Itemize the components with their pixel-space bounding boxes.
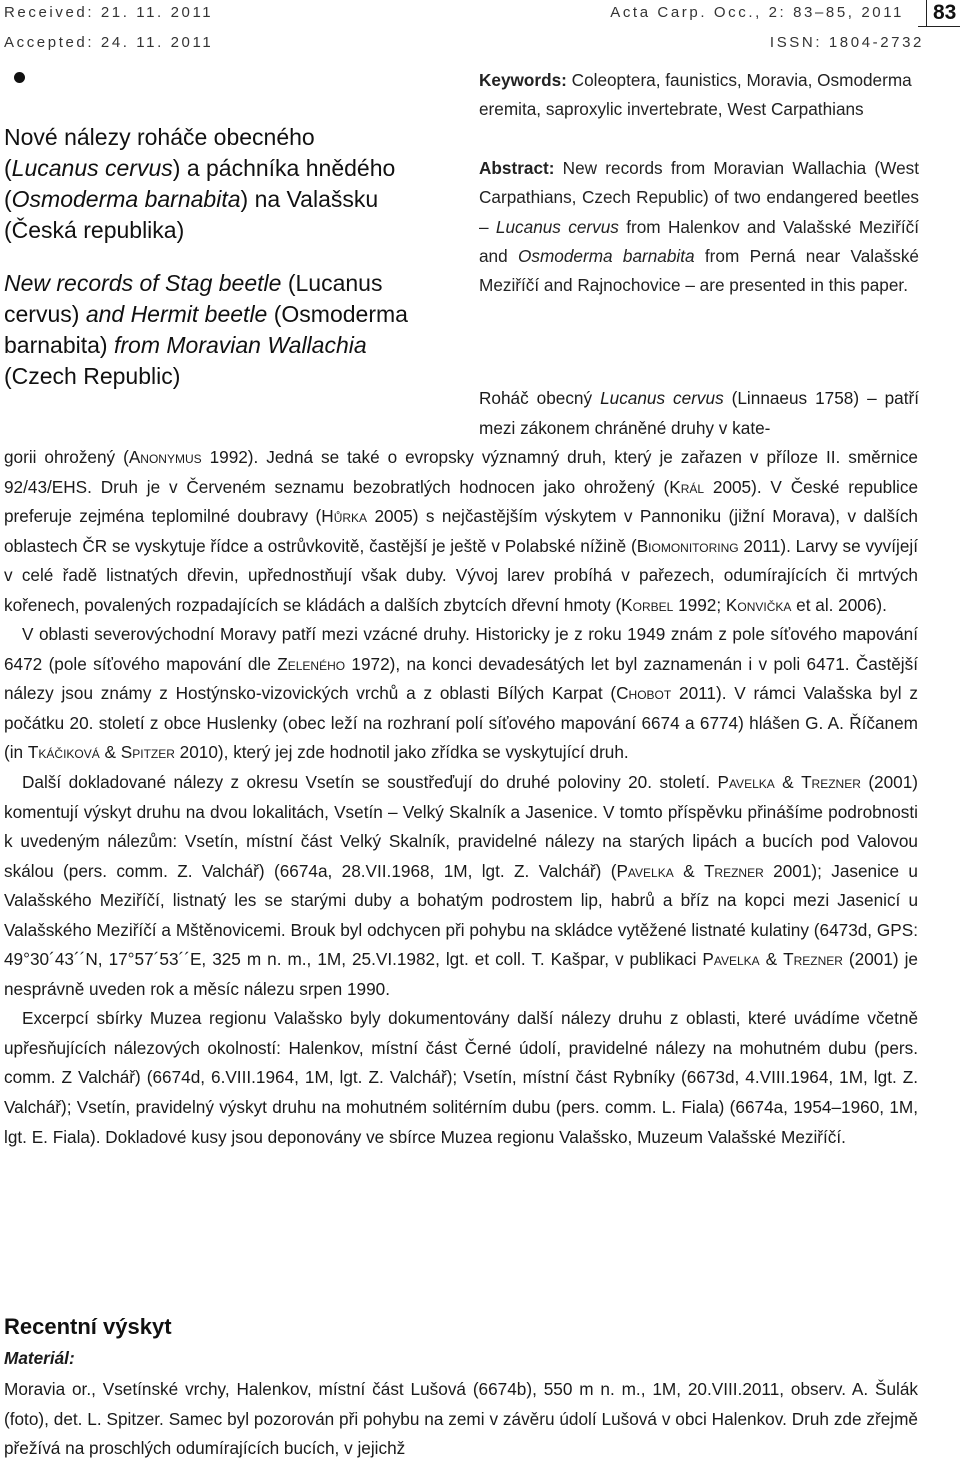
paragraph: gorii ohrožený (Anonymus 1992). Jedná se také o evropsky významný druh, který je zařazen v příloze II. směrnice 92/43/EHS. Druh je v Červeném seznamu bezobratlých hodnocen jako ohrožený (Král 2005). V České republice preferuje zejména teplomilné doubravy (Hůrka 2005) s nejčastějším výskytem v Pannoniku (jižní Morava), v dalších oblastech ČR se vyskytuje řídce a ostrůvkovitě, častější je ještě v Polabské nížině (Biomonitoring 2011). Larvy se vyvíjejí v celé řadě listnatých dřevin, upřednostňují však duby. Vývoj larev probíhá v pařezech, odumírajících či mrtvých kořenech, povalených rozpadajících se kládách a dalších zbytcích dřevní hmoty (Korbel 1992; Konvička et al. 2006). <box>4 447 918 615</box>
title-cz-line1: Nové nálezy roháče obecného <box>4 124 315 150</box>
title-cz-line4: (Česká republika) <box>4 217 185 243</box>
body-text <box>4 443 918 1152</box>
issn: ISSN: 1804-2732 <box>769 34 924 51</box>
abstract: Abstract: New records from Moravian Wallachia (West Carpathians, Czech Republic) of two endangered beetles – Lucanus cervus from Halenkov and Valašské Meziříčí and Osmoderma barnabita from Perná near Valašské Meziříčí and Rajnochovice – are presented in this paper. <box>479 158 919 296</box>
bullet-icon <box>14 72 25 83</box>
title-cz-species2: Osmoderma barnabita <box>11 186 241 212</box>
paragraph: Excerpcí sbírky Muzea regionu Valašsko byly dokumentovány další nálezy druhu z oblasti, které uvádíme včetně upřesňujících nálezových okolností: Halenkov, místní část Černé údolí, pravidelné nálezy na mohutném dubu (pers. comm. Z Valchář) (6674d, 6.VIII.1964, 1M, lgt. Z. Valchář); Vsetín, místní část Rybníky (6673d, 4.VIII.1964, 1M, lgt. Z. Valchář); Vsetín, pravidelný výskyt druhu na mohutném solitérním dubu (pers. comm. L. Fiala) (6674a, 1954–1960, 1M, lgt. E. Fiala). Dokladové kusy jsou deponovány ve sbírce Muzea regionu Valašsko, Muzeum Valašské Meziříčí. <box>4 1008 918 1147</box>
paragraph: Další dokladované nálezy z okresu Vsetín se soustřeďují do druhé poloviny 20. století. Pavelka & Trezner (2001) komentují výskyt druhu na dvou lokalitách, Vsetín – Velký Skalník a Jasenice. V tomto příspěvku přinášíme podrobnosti k uvedeným nálezům: Vsetín, místní část Velký Skalník, pravidelné nálezy na starých lipách a bucích pod Valovou skálou (pers. comm. Z. Valchář) (6674a, 28.VII.1968, 1M, lgt. Z. Valchář) (Pavelka & Trezner 2001); Jasenice u Valašského Meziříčí, listnatý les se starými duby a bohatým podrostem lip, habrů a bříz na kopci mezi Jasenicí u Valašského Meziříčí a Mštěnovicemi. Brouk byl odchycen při pohybu na skládce vytěžené listnaté kulatiny (6473d, GPS: 49°30´43´´N, 17°57´53´´E, 325 m n. m., 1M, 25.VI.1982, lgt. et coll. T. Kašpar, v publikaci Pavelka & Trezner (2001) je nesprávně uveden rok a měsíc nálezu srpen 1990. <box>4 772 919 999</box>
keywords <box>479 66 919 125</box>
title-czech: Nové nálezy roháče obecného (Lucanus cervus) a páchníka hnědého (Osmoderma barnabita) na Valašsku (Česká republika) <box>4 124 396 243</box>
title-cz-species1: Lucanus cervus <box>11 155 173 181</box>
title-english: New records of Stag beetle (Lucanus cervus) and Hermit beetle (Osmoderma barnabita) from Moravian Wallachia (Czech Republic) <box>4 270 408 389</box>
keywords-text: Coleoptera, faunistics, Moravia, Osmoderma eremita, saproxylic invertebrate, West Carpathians <box>479 70 912 120</box>
header-rule <box>918 26 960 27</box>
abstract-label: Abstract: <box>479 158 555 178</box>
journal-citation: Acta Carp. Occ., 2: 83–85, 2011 <box>610 4 904 21</box>
section-heading: Recentní výskyt <box>4 1314 172 1339</box>
paragraph: V oblasti severovýchodní Moravy patří mezi vzácné druhy. Historicky je z roku 1949 znám z pole síťového mapování 6472 (pole síťového mapování dle Zeleného 1972), na konci devadesátých let byl zaznamenán i v poli 6471. Častější nálezy jsou známy z Hostýnsko-vizovických vrchů a z oblasti Bílých Karpat (Chobot 2011). V rámci Valašska byl z počátku 20. století z obce Huslenky (obec leží na rozhraní polí síťového mapování 6674 a 6774) hlášen G. A. Říčanem (in Tkáčiková & Spitzer 2010), který jej zde hodnotil jako zřídka se vyskytující druh. <box>4 624 918 763</box>
material-text: Moravia or., Vsetínské vrchy, Halenkov, místní část Lušová (6674b), 550 m n. m., 1M, 20.VIII.2011, observ. A. Šulák (foto), det. L. Spitzer. Samec byl pozorován při pohybu na zemi v závěru údolí Lušová v obci Halenkov. Druh zde zřejmě přežívá na proschlých odumírajících bucích, v jejichž <box>4 1379 918 1458</box>
intro-paragraph: Roháč obecný Lucanus cervus (Linnaeus 1758) – patří mezi zákonem chráněné druhy v kate- <box>479 388 920 438</box>
material-label: Materiál: <box>4 1348 75 1368</box>
page-number: 83 <box>926 0 960 26</box>
keywords-label: Keywords: <box>479 70 567 90</box>
received-date: Received: 21. 11. 2011 <box>4 4 214 21</box>
accepted-date: Accepted: 24. 11. 2011 <box>4 34 214 51</box>
